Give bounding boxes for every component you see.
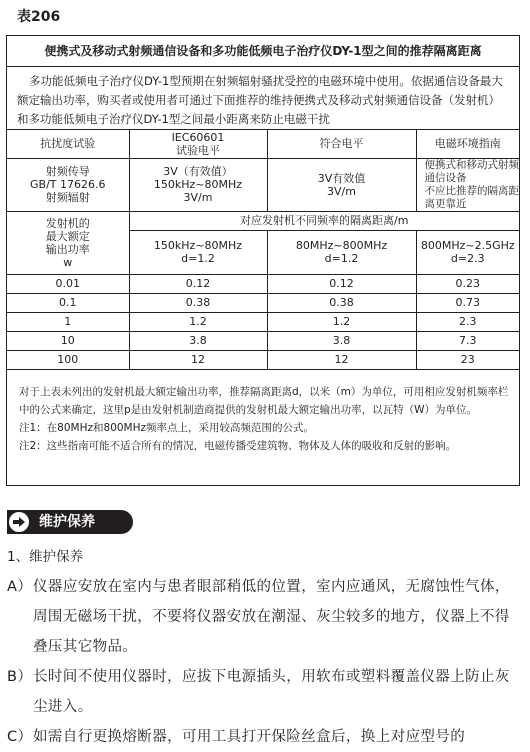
list-item-mark: A） [7, 579, 33, 595]
band-3-formula: d=2.3 [450, 252, 485, 265]
list-item [7, 722, 522, 752]
distance-cell: 1.2 [129, 312, 267, 331]
distance-cell: 0.23 [416, 274, 519, 293]
note-general: 对于上表未列出的发射机最大额定输出功率，推荐隔离距离d，以米（m）为单位，可用相应发射机频率栏中的公式来确定，这里p是由发射机制造商提供的发射机最大额定输出功率，以瓦特（W）为单位。 [19, 386, 509, 416]
distance-cell: 1.2 [267, 312, 416, 331]
note-1: 注1：在80MHz和800MHz频率点上，采用较高频范围的公式。 [19, 422, 315, 434]
table-row [7, 274, 519, 293]
table-row [7, 331, 519, 350]
maintenance-list [7, 572, 522, 752]
table-header-row [7, 130, 519, 158]
power-cell: 0.1 [7, 293, 129, 312]
header-iec-level: IEC60601 试验电平 [129, 130, 267, 158]
header-compliance-level: 符合电平 [267, 130, 416, 158]
rf-iec-level: 3V（有效值） 150kHz~80MHz 3V/m [129, 158, 267, 211]
distance-cell: 12 [129, 350, 267, 369]
table-row [7, 350, 519, 369]
distance-cell: 0.12 [267, 274, 416, 293]
table-label: 表206 [17, 9, 61, 25]
band-2 [267, 230, 416, 274]
band-2-range: 80MHz~800MHz [295, 239, 388, 252]
rf-test: 射频传导 GB/T 17626.6 射频辐射 [7, 158, 129, 211]
list-item-mark: B） [7, 669, 33, 685]
band-1-formula: d=1.2 [181, 252, 215, 265]
band-2-formula: d=1.2 [324, 252, 359, 265]
table-intro: 多功能低频电子治疗仪DY-1型预期在射频辐射骚扰受控的电磁环境中使用。依据通信设备最大额定输出功率，购买者或使用者可通过下面推荐的维持便携式及移动式射频通信设备（发射机）和多功能低频电子治疗仪DY-1型之间最小距离来防止电磁干扰 [7, 66, 519, 130]
distance-header-row [7, 211, 519, 230]
list-item [7, 662, 522, 722]
distance-cell: 2.3 [416, 312, 519, 331]
table-notes [7, 371, 519, 485]
rf-guidance: 便携式和移动式射频通信设备 不应比推荐的隔离距离更靠近 [416, 158, 519, 211]
distance-cell: 12 [267, 350, 416, 369]
section-subheading: 1、维护保养 [7, 549, 84, 565]
power-cell: 100 [7, 350, 129, 369]
distance-cell: 23 [416, 350, 519, 369]
rf-row [7, 158, 519, 211]
power-header: 发射机的 最大额定 输出功率 w [7, 211, 129, 274]
distance-header: 对应发射机不同频率的隔离距离/m [129, 211, 519, 230]
band-1 [129, 230, 267, 274]
arrow-right-icon [7, 510, 31, 534]
band-3-range: 800MHz~2.5GHz [420, 239, 515, 252]
list-item [7, 572, 522, 662]
band-1-range: 150kHz~80MHz [153, 239, 243, 252]
power-cell: 1 [7, 312, 129, 331]
distance-cell: 7.3 [416, 331, 519, 350]
list-item-mark: C） [7, 729, 33, 745]
power-cell: 0.01 [7, 274, 129, 293]
table-title: 便携式及移动式射频通信设备和多功能低频电子治疗仪DY-1型之间的推荐隔离距离 [7, 36, 519, 67]
list-item-text: 仪器应安放在室内与患者眼部稍低的位置，室内应通风，无腐蚀性气体，周围无磁场干扰，不要将仪器安放在潮湿、灰尘较多的地方，仪器上不得叠压其它物品。 [33, 579, 510, 655]
section-badge-label: 维护保养 [39, 514, 95, 530]
distance-cell: 3.8 [129, 331, 267, 350]
note-2: 注2：这些指南可能不适合所有的情况，电磁传播受建筑物、物体及人体的吸收和反射的影响。 [19, 440, 457, 452]
distance-cell: 0.73 [416, 293, 519, 312]
distance-table [7, 130, 519, 370]
distance-cell: 0.12 [129, 274, 267, 293]
band-3 [416, 230, 519, 274]
list-item-text: 如需自行更换熔断器，可用工具打开保险丝盒后，换上对应型号的 [33, 729, 466, 745]
distance-cell: 0.38 [267, 293, 416, 312]
rf-compliance-level: 3V有效值 3V/m [267, 158, 416, 211]
header-guidance: 电磁环境指南 [416, 130, 519, 158]
distance-cell: 0.38 [129, 293, 267, 312]
emc-table [6, 35, 520, 486]
table-row [7, 312, 519, 331]
list-item-text: 长时间不使用仪器时，应拔下电源插头，用软布或塑料覆盖仪器上防止灰尘进入。 [33, 669, 510, 715]
header-test: 抗扰度试验 [7, 130, 129, 158]
section-badge [7, 510, 133, 534]
table-row [7, 293, 519, 312]
power-cell: 10 [7, 331, 129, 350]
distance-cell: 3.8 [267, 331, 416, 350]
